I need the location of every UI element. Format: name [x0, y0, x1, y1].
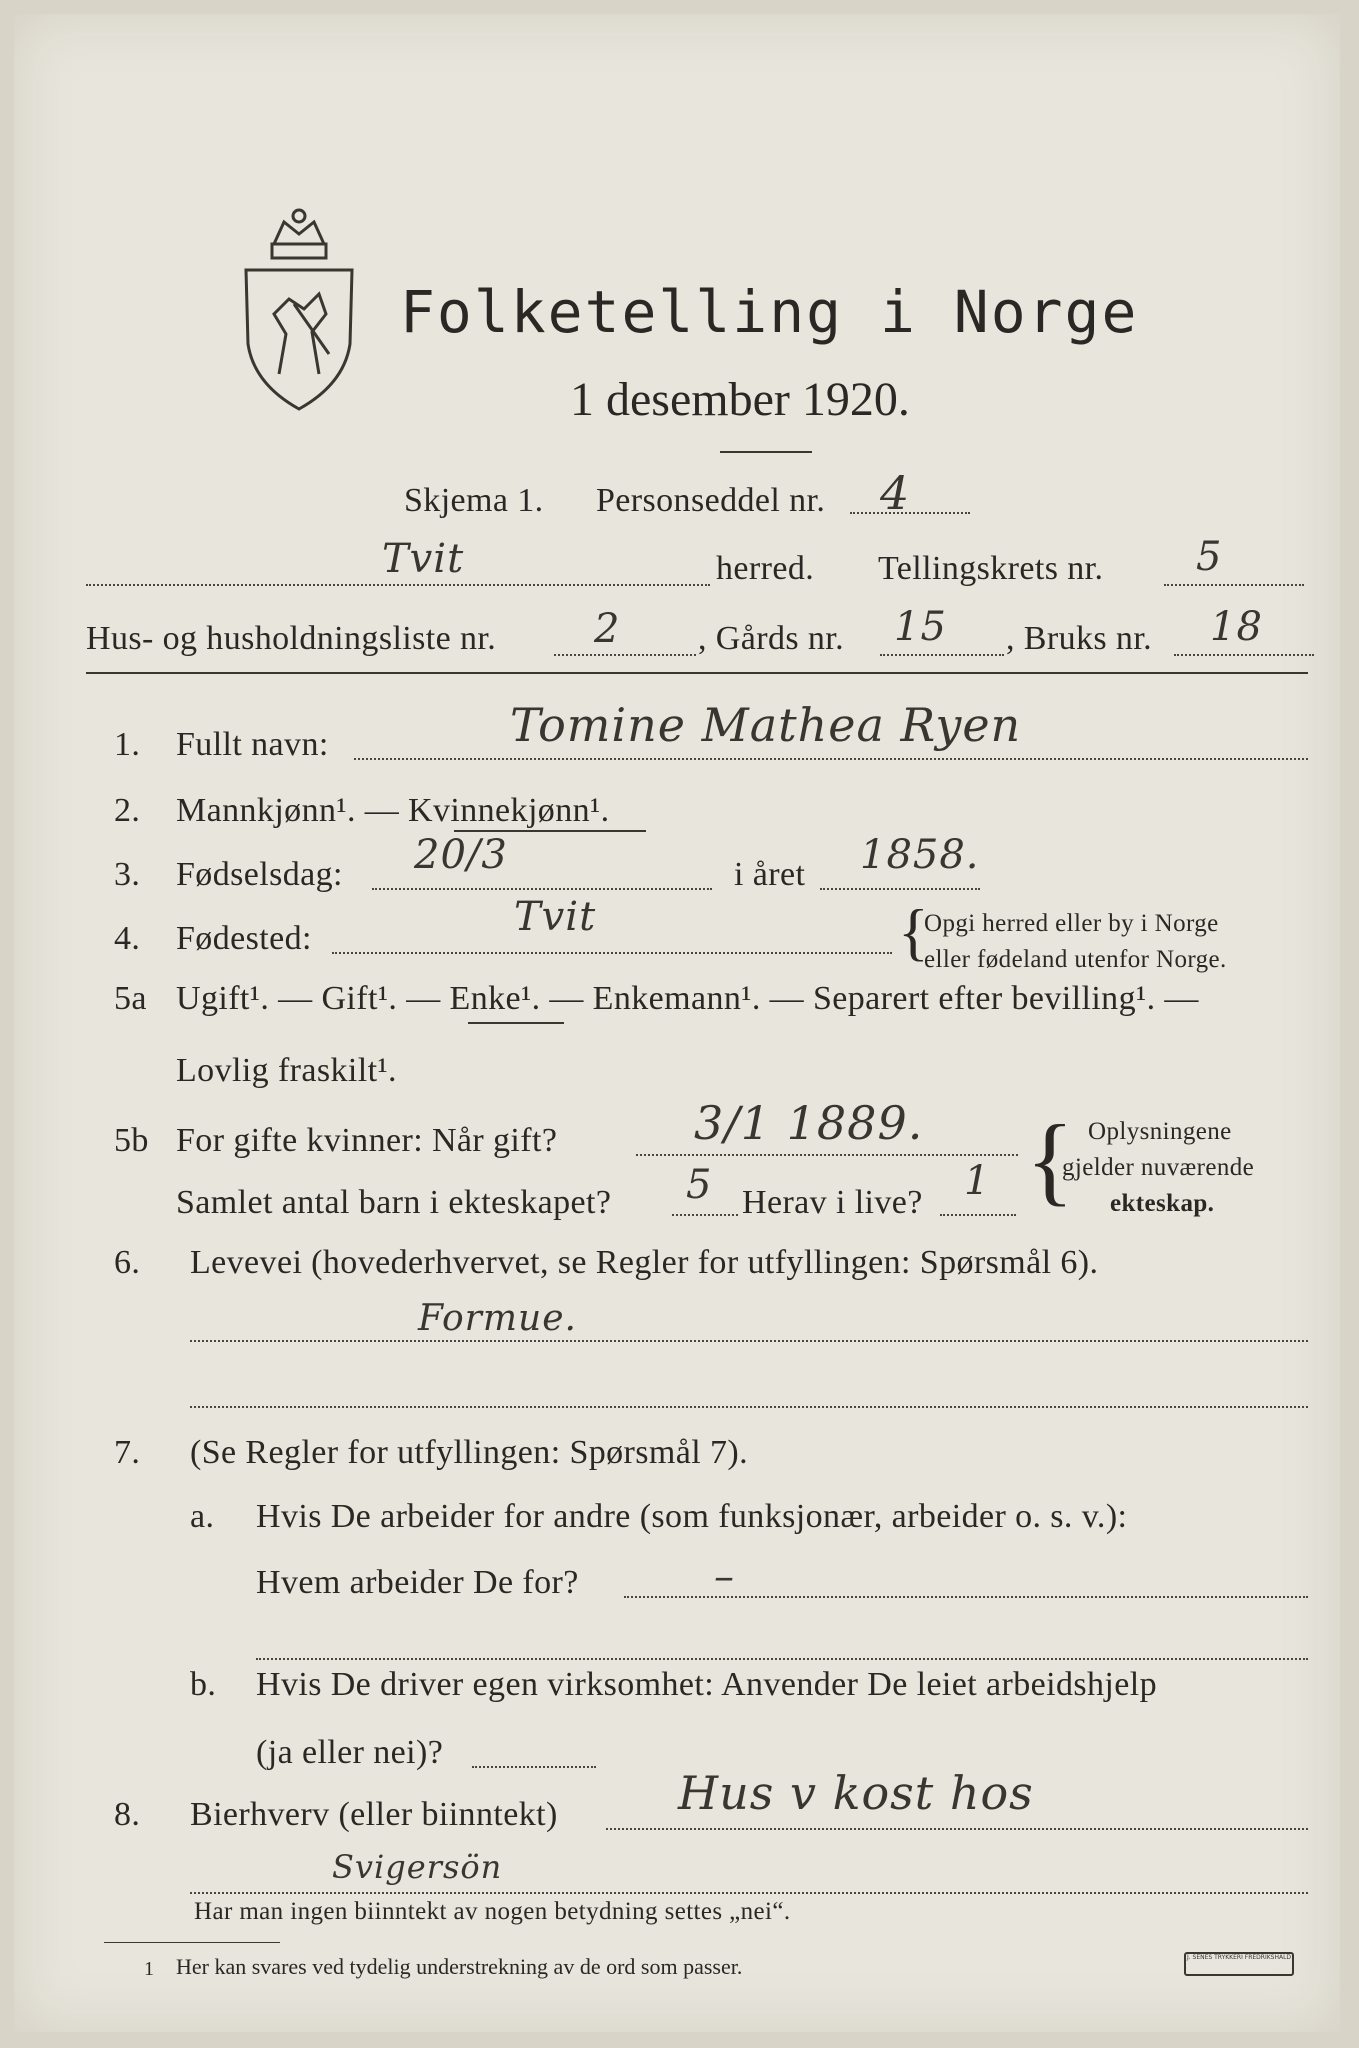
- q3-year-label: i året: [734, 856, 806, 893]
- tellingskrets-line: [1164, 584, 1304, 586]
- footnote-text: Her kan svares ved tydelig understrekning av de ord som passer.: [176, 1954, 743, 1979]
- herred-label: herred.: [716, 550, 815, 587]
- title-divider: [720, 451, 812, 453]
- q3-value: 20/3: [414, 832, 508, 878]
- q5a-number: 5a: [114, 980, 147, 1017]
- q5b-note-line2: gjelder nuværende: [1062, 1154, 1255, 1181]
- q5b-label2: Samlet antal barn i ekteskapet?: [176, 1184, 612, 1221]
- q5b-label1: For gifte kvinner: Når gift?: [176, 1122, 558, 1159]
- q1-number: 1.: [114, 726, 141, 763]
- q5b-brace: {: [1026, 1104, 1074, 1215]
- schema-label: Skjema 1.: [404, 482, 544, 519]
- q7a-line2-dots: [256, 1658, 1308, 1660]
- q7b-letter: b.: [190, 1666, 217, 1703]
- q5a-enke-underline: [468, 1022, 564, 1024]
- q3-year-value: 1858.: [860, 832, 980, 878]
- tellingskrets-value: 5: [1196, 534, 1223, 580]
- q7b-line2: (ja eller nei)?: [256, 1734, 444, 1771]
- herred-value: Tvit: [382, 536, 465, 582]
- q1-line: [354, 758, 1308, 760]
- q8-number: 8.: [114, 1796, 141, 1833]
- q3-line: [372, 888, 712, 890]
- husliste-label: Hus- og husholdningsliste nr.: [86, 620, 497, 657]
- q6-value: Formue.: [418, 1298, 577, 1339]
- herred-line: [86, 584, 710, 586]
- q8-value-line1: Hus v kost hos: [678, 1766, 1034, 1820]
- q5b-label3: Herav i live?: [742, 1184, 923, 1221]
- q5a-line2: Lovlig fraskilt¹.: [176, 1052, 397, 1089]
- q1-label: Fullt navn:: [176, 726, 329, 763]
- q7a-value: –: [714, 1554, 735, 1600]
- personseddel-value: 4: [880, 466, 911, 520]
- q3-label: Fødselsdag:: [176, 856, 343, 893]
- q7a-line1: Hvis De arbeider for andre (som funksjonær, arbeider o. s. v.):: [256, 1498, 1128, 1535]
- q2-number: 2.: [114, 792, 141, 829]
- q8-label: Bierhverv (eller biinntekt): [190, 1796, 558, 1833]
- bruks-value: 18: [1210, 604, 1263, 650]
- q6-number: 6.: [114, 1244, 141, 1281]
- personseddel-label: Personseddel nr.: [596, 482, 826, 519]
- q7b-line1: Hvis De driver egen virksomhet: Anvender De leiet arbeidshjelp: [256, 1666, 1157, 1703]
- q8-value-line2: Svigersön: [332, 1848, 503, 1886]
- gards-label: , Gårds nr.: [698, 620, 845, 657]
- q4-number: 4.: [114, 920, 141, 957]
- q5b-barn-line: [672, 1214, 738, 1216]
- q8-line1: [606, 1828, 1308, 1830]
- q5b-barn-value: 5: [686, 1162, 713, 1208]
- q8-line2: [190, 1892, 1308, 1894]
- footnote-mark: 1: [144, 1958, 154, 1980]
- q7b-line: [472, 1766, 596, 1768]
- q3-number: 3.: [114, 856, 141, 893]
- gards-value: 15: [894, 604, 947, 650]
- q5b-note-line1: Oplysningene: [1088, 1118, 1232, 1145]
- q3-year-line: [820, 888, 980, 890]
- tellingskrets-label: Tellingskrets nr.: [878, 550, 1104, 587]
- gards-line: [880, 654, 1004, 656]
- q1-value: Tomine Mathea Ryen: [510, 698, 1022, 752]
- form-title: Folketelling i Norge: [400, 278, 1139, 346]
- q7a-letter: a.: [190, 1498, 215, 1535]
- printer-stamp: J. SENES TRYKKERI FREDRIKSHALD: [1184, 1952, 1294, 1976]
- form-subtitle: 1 desember 1920.: [570, 373, 910, 426]
- q4-value: Tvit: [514, 894, 597, 940]
- q5b-gift-line: [636, 1154, 1018, 1156]
- q5b-note-line3: ekteskap.: [1110, 1190, 1215, 1217]
- bruks-line: [1174, 654, 1314, 656]
- q2-label: Mannkjønn¹. — Kvinnekjønn¹.: [176, 792, 610, 829]
- husliste-value: 2: [594, 606, 621, 652]
- biinntekt-note: Har man ingen biinntekt av nogen betydning settes „nei“.: [194, 1898, 791, 1925]
- q5a-line1: Ugift¹. — Gift¹. — Enke¹. — Enkemann¹. — Separert efter bevilling¹. —: [176, 980, 1199, 1017]
- footnote-rule: [104, 1942, 280, 1943]
- q4-label: Fødested:: [176, 920, 312, 957]
- q5b-ilive-value: 1: [964, 1158, 991, 1204]
- q4-note-line2: eller fødeland utenfor Norge.: [924, 946, 1227, 973]
- header-rule: [86, 672, 1308, 674]
- husliste-line: [554, 654, 696, 656]
- q7-number: 7.: [114, 1434, 141, 1471]
- q4-brace: {: [898, 896, 929, 967]
- census-form-sheet: [14, 14, 1340, 2032]
- bruks-label: , Bruks nr.: [1006, 620, 1153, 657]
- q7-label: (Se Regler for utfyllingen: Spørsmål 7).: [190, 1434, 749, 1471]
- q5b-ilive-line: [940, 1214, 1016, 1216]
- q6-line1: [190, 1340, 1308, 1342]
- q4-line: [332, 952, 892, 954]
- coat-of-arms-icon: [234, 204, 364, 419]
- q5b-gift-value: 3/1 1889.: [694, 1096, 924, 1150]
- q6-label: Levevei (hovederhvervet, se Regler for utfyllingen: Spørsmål 6).: [190, 1244, 1099, 1281]
- q4-note-line1: Opgi herred eller by i Norge: [924, 910, 1219, 937]
- q5b-number: 5b: [114, 1122, 149, 1159]
- q7a-line2: Hvem arbeider De for?: [256, 1564, 579, 1601]
- q6-line2: [190, 1406, 1308, 1408]
